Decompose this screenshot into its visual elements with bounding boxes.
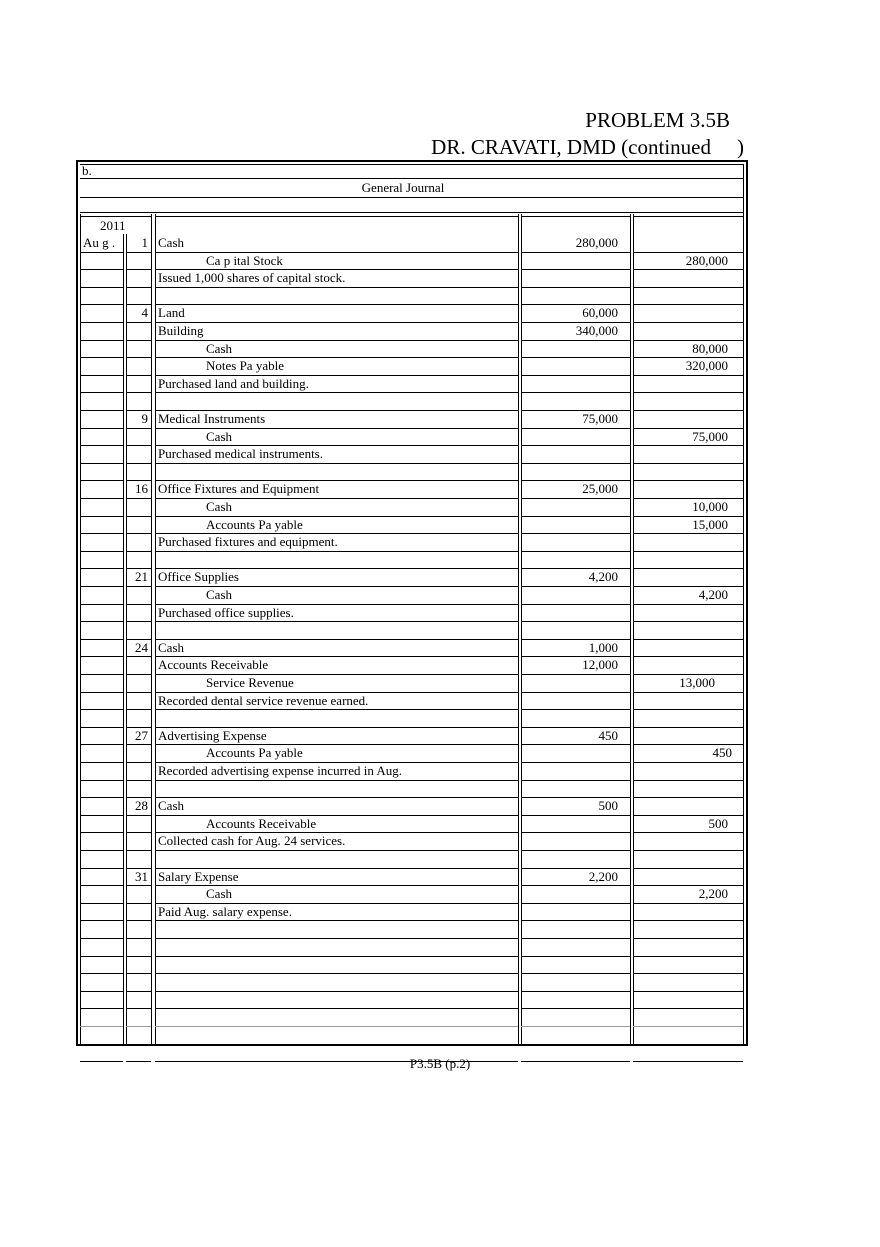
row-rule xyxy=(633,445,743,446)
subtitle-close: ) xyxy=(737,135,744,159)
row-rule xyxy=(633,392,743,393)
row-rule xyxy=(80,744,123,745)
row-rule xyxy=(126,903,151,904)
row-rule xyxy=(633,1044,743,1045)
row-rule xyxy=(633,709,743,710)
row-rule xyxy=(126,428,151,429)
row-rule xyxy=(80,357,123,358)
debit-amount: 12,000 xyxy=(582,657,618,673)
account-name: Advertising Expense xyxy=(158,727,267,743)
row-rule xyxy=(80,797,123,798)
account-name: Accounts Receivable xyxy=(158,657,269,673)
row-rule xyxy=(80,287,123,288)
row-rule xyxy=(80,991,123,992)
row-rule xyxy=(521,621,630,622)
part-label: b. xyxy=(82,163,92,178)
row-rule xyxy=(80,885,123,886)
account-name: Cash xyxy=(158,798,184,814)
row-rule xyxy=(126,920,151,921)
row-rule xyxy=(521,252,630,253)
row-rule xyxy=(126,498,151,499)
row-rule xyxy=(80,727,123,728)
row-rule xyxy=(126,973,151,974)
row-rule xyxy=(155,621,518,622)
row-rule xyxy=(126,322,151,323)
debit-amount: 2,200 xyxy=(588,868,618,884)
row-rule xyxy=(633,568,743,569)
row-rule xyxy=(80,568,123,569)
column-rule xyxy=(518,214,519,1044)
row-rule xyxy=(80,762,123,763)
row-rule xyxy=(80,621,123,622)
row-rule xyxy=(155,287,518,288)
entry-memo: Purchased office supplies. xyxy=(158,604,294,620)
row-rule xyxy=(521,269,630,270)
row-rule xyxy=(633,639,743,640)
journal-name: General Journal xyxy=(361,180,445,195)
row-rule xyxy=(126,463,151,464)
row-rule xyxy=(521,920,630,921)
account-name: Building xyxy=(158,323,204,338)
row-rule xyxy=(80,973,123,974)
header-rule xyxy=(80,197,743,198)
row-rule xyxy=(521,463,630,464)
row-rule xyxy=(80,920,123,921)
row-rule xyxy=(155,920,518,921)
row-rule xyxy=(126,1008,151,1009)
row-rule xyxy=(126,744,151,745)
row-rule xyxy=(633,727,743,728)
row-rule xyxy=(80,340,123,341)
account-name: Accounts Receivable xyxy=(206,815,317,831)
debit-amount: 75,000 xyxy=(582,411,618,426)
row-rule xyxy=(80,516,123,517)
row-rule xyxy=(126,551,151,552)
account-name: Cash xyxy=(206,499,232,514)
entry-memo: Purchased land and building. xyxy=(158,375,309,391)
row-rule xyxy=(633,762,743,763)
debit-amount: 4,200 xyxy=(588,569,618,585)
row-rule xyxy=(633,868,743,869)
row-rule xyxy=(80,709,123,710)
row-rule xyxy=(521,1044,630,1045)
entry-day: 9 xyxy=(141,411,148,426)
row-rule xyxy=(155,991,518,992)
debit-amount: 25,000 xyxy=(582,481,618,497)
row-rule xyxy=(521,1061,630,1062)
row-rule xyxy=(80,903,123,904)
row-rule xyxy=(126,938,151,939)
entry-day: 28 xyxy=(135,798,148,814)
year-label: 2011 xyxy=(100,218,126,233)
account-name: Salary Expense xyxy=(158,868,239,884)
row-rule xyxy=(521,287,630,288)
row-rule xyxy=(521,586,630,587)
row-rule xyxy=(80,445,123,446)
entry-day: 24 xyxy=(135,639,148,655)
credit-amount: 10,000 xyxy=(692,499,728,514)
row-rule xyxy=(126,815,151,816)
row-rule xyxy=(126,832,151,833)
column-rule xyxy=(743,164,744,1044)
row-rule xyxy=(155,709,518,710)
row-rule xyxy=(521,991,630,992)
row-rule xyxy=(521,762,630,763)
row-rule xyxy=(80,498,123,499)
entry-day: 27 xyxy=(135,727,148,743)
row-rule xyxy=(521,956,630,957)
account-name: Accounts Pa yable xyxy=(206,516,303,532)
row-rule xyxy=(80,463,123,464)
row-rule xyxy=(155,797,518,798)
entry-day: 4 xyxy=(141,305,148,321)
row-rule xyxy=(80,1061,123,1062)
debit-amount: 450 xyxy=(598,727,618,743)
entry-memo: Collected cash for Aug. 24 services. xyxy=(158,833,346,849)
row-rule xyxy=(521,885,630,886)
credit-amount: 280,000 xyxy=(685,252,728,268)
row-rule xyxy=(126,692,151,693)
row-rule xyxy=(521,604,630,605)
row-rule xyxy=(80,304,123,305)
row-rule xyxy=(521,938,630,939)
account-name: Ca p ital Stock xyxy=(206,252,283,268)
column-rule xyxy=(151,214,152,1044)
credit-amount: 2,200 xyxy=(698,886,728,902)
account-name: Cash xyxy=(206,428,232,444)
row-rule xyxy=(155,973,518,974)
credit-amount: 75,000 xyxy=(692,428,728,444)
entry-memo: Recorded advertising expense incurred in Aug. xyxy=(158,763,403,778)
row-rule xyxy=(80,656,123,657)
row-rule xyxy=(80,480,123,481)
row-rule xyxy=(633,604,743,605)
row-rule xyxy=(521,1026,630,1027)
account-name: Cash xyxy=(206,340,232,356)
row-rule xyxy=(126,656,151,657)
row-rule xyxy=(633,463,743,464)
row-rule xyxy=(80,639,123,640)
entry-memo: Paid Aug. salary expense. xyxy=(158,903,292,919)
row-rule xyxy=(155,1008,518,1009)
row-rule xyxy=(633,991,743,992)
debit-amount: 60,000 xyxy=(582,305,618,321)
month-label: Au g . xyxy=(83,235,116,250)
credit-amount: 450 xyxy=(712,745,732,761)
row-rule xyxy=(80,392,123,393)
row-rule xyxy=(155,551,518,552)
row-rule xyxy=(521,392,630,393)
account-name: Office Fixtures and Equipment xyxy=(158,481,320,497)
company-subtitle xyxy=(431,135,744,160)
row-rule xyxy=(80,410,123,411)
debit-amount: 340,000 xyxy=(575,323,618,338)
row-rule xyxy=(521,445,630,446)
row-rule xyxy=(80,832,123,833)
row-rule xyxy=(126,780,151,781)
row-rule xyxy=(521,498,630,499)
row-rule xyxy=(80,428,123,429)
debit-amount: 280,000 xyxy=(575,235,618,250)
row-rule xyxy=(80,850,123,851)
row-rule xyxy=(126,885,151,886)
column-header-rule xyxy=(80,216,151,217)
entry-memo: Purchased medical instruments. xyxy=(158,446,323,462)
entry-memo: Issued 1,000 shares of capital stock. xyxy=(158,270,346,286)
row-rule xyxy=(80,1008,123,1009)
row-rule xyxy=(126,357,151,358)
credit-amount: 500 xyxy=(708,815,728,831)
row-rule xyxy=(126,516,151,517)
row-rule xyxy=(155,780,518,781)
row-rule xyxy=(80,551,123,552)
row-rule xyxy=(126,392,151,393)
credit-amount: 80,000 xyxy=(692,340,728,356)
row-rule xyxy=(633,1026,743,1027)
row-rule xyxy=(633,533,743,534)
row-rule xyxy=(521,973,630,974)
account-name: Cash xyxy=(158,235,184,250)
row-rule xyxy=(155,1061,518,1062)
credit-amount: 320,000 xyxy=(685,358,728,374)
row-rule xyxy=(633,410,743,411)
row-rule xyxy=(633,375,743,376)
row-rule xyxy=(126,287,151,288)
debit-amount: 500 xyxy=(598,798,618,814)
row-rule xyxy=(155,392,518,393)
header-rule xyxy=(80,178,743,179)
account-name: Cash xyxy=(206,886,232,902)
row-rule xyxy=(633,551,743,552)
row-rule xyxy=(521,832,630,833)
row-rule xyxy=(126,1026,151,1027)
row-rule xyxy=(633,621,743,622)
row-rule xyxy=(633,322,743,323)
row-rule xyxy=(80,692,123,693)
row-rule xyxy=(521,533,630,534)
row-rule xyxy=(126,762,151,763)
row-rule xyxy=(80,956,123,957)
row-rule xyxy=(126,991,151,992)
row-rule xyxy=(80,604,123,605)
row-rule xyxy=(126,850,151,851)
row-rule xyxy=(126,375,151,376)
row-rule xyxy=(633,832,743,833)
row-rule xyxy=(80,269,123,270)
entry-day: 21 xyxy=(135,569,148,585)
row-rule xyxy=(521,744,630,745)
row-rule xyxy=(633,903,743,904)
row-rule xyxy=(126,586,151,587)
row-rule xyxy=(80,868,123,869)
row-rule xyxy=(633,269,743,270)
row-rule xyxy=(633,780,743,781)
account-name: Land xyxy=(158,305,185,321)
row-rule xyxy=(521,357,630,358)
account-name: Notes Pa yable xyxy=(206,358,284,374)
row-rule xyxy=(155,938,518,939)
row-rule xyxy=(126,252,151,253)
row-rule xyxy=(521,850,630,851)
row-rule xyxy=(521,1008,630,1009)
entry-memo: Recorded dental service revenue earned. xyxy=(158,692,369,708)
account-name: Service Revenue xyxy=(206,675,294,690)
row-rule xyxy=(633,797,743,798)
row-rule xyxy=(126,674,151,675)
row-rule xyxy=(633,973,743,974)
row-rule xyxy=(80,533,123,534)
header-rule xyxy=(80,164,743,165)
row-rule xyxy=(155,956,518,957)
credit-amount: 13,000 xyxy=(679,675,715,690)
row-rule xyxy=(521,780,630,781)
row-rule xyxy=(521,516,630,517)
row-rule xyxy=(80,1026,123,1027)
row-rule xyxy=(126,956,151,957)
row-rule xyxy=(126,340,151,341)
row-rule xyxy=(126,709,151,710)
row-rule xyxy=(80,586,123,587)
row-rule xyxy=(80,780,123,781)
row-rule xyxy=(80,1044,123,1045)
subtitle-text: DR. CRAVATI, DMD (continued xyxy=(431,135,711,159)
row-rule xyxy=(80,252,123,253)
row-rule xyxy=(633,1008,743,1009)
row-rule xyxy=(521,551,630,552)
credit-amount: 4,200 xyxy=(698,587,728,602)
row-rule xyxy=(80,674,123,675)
row-rule xyxy=(521,375,630,376)
row-rule xyxy=(126,533,151,534)
row-rule xyxy=(126,445,151,446)
row-rule xyxy=(633,304,743,305)
column-rule xyxy=(123,234,124,1044)
row-rule xyxy=(80,375,123,376)
row-rule xyxy=(155,304,518,305)
account-name: Medical Instruments xyxy=(158,411,266,426)
row-rule xyxy=(155,1026,518,1027)
row-rule xyxy=(80,322,123,323)
row-rule xyxy=(126,1061,151,1062)
row-rule xyxy=(126,269,151,270)
account-name: Office Supplies xyxy=(158,569,239,585)
row-rule xyxy=(521,692,630,693)
row-rule xyxy=(155,1044,518,1045)
credit-amount: 15,000 xyxy=(692,516,728,532)
row-rule xyxy=(80,815,123,816)
row-rule xyxy=(633,938,743,939)
column-rule xyxy=(630,214,631,1044)
row-rule xyxy=(633,850,743,851)
row-rule xyxy=(126,621,151,622)
entry-day: 31 xyxy=(135,868,148,884)
column-header-rule xyxy=(633,216,743,217)
row-rule xyxy=(155,850,518,851)
account-name: Accounts Pa yable xyxy=(206,745,303,761)
column-header-rule xyxy=(155,216,518,217)
row-rule xyxy=(633,920,743,921)
page-footer: P3.5B (p.2) xyxy=(409,1056,471,1071)
row-rule xyxy=(155,322,518,323)
row-rule xyxy=(521,674,630,675)
entry-memo: Purchased fixtures and equipment. xyxy=(158,534,338,550)
entry-day: 16 xyxy=(135,481,148,497)
header-rule xyxy=(80,212,743,213)
row-rule xyxy=(521,903,630,904)
debit-amount: 1,000 xyxy=(588,639,618,655)
row-rule xyxy=(633,956,743,957)
entry-day: 1 xyxy=(141,235,148,250)
row-rule xyxy=(126,604,151,605)
account-name: Cash xyxy=(158,639,184,655)
row-rule xyxy=(633,287,743,288)
row-rule xyxy=(155,463,518,464)
row-rule xyxy=(633,480,743,481)
problem-title: PROBLEM 3.5B xyxy=(585,108,730,132)
row-rule xyxy=(521,815,630,816)
row-rule xyxy=(633,692,743,693)
row-rule xyxy=(521,428,630,429)
column-header-rule xyxy=(521,216,630,217)
row-rule xyxy=(126,1044,151,1045)
account-name: Cash xyxy=(206,587,232,602)
row-rule xyxy=(521,340,630,341)
row-rule xyxy=(521,709,630,710)
row-rule xyxy=(80,938,123,939)
row-rule xyxy=(155,639,518,640)
row-rule xyxy=(633,1061,743,1062)
row-rule xyxy=(633,656,743,657)
